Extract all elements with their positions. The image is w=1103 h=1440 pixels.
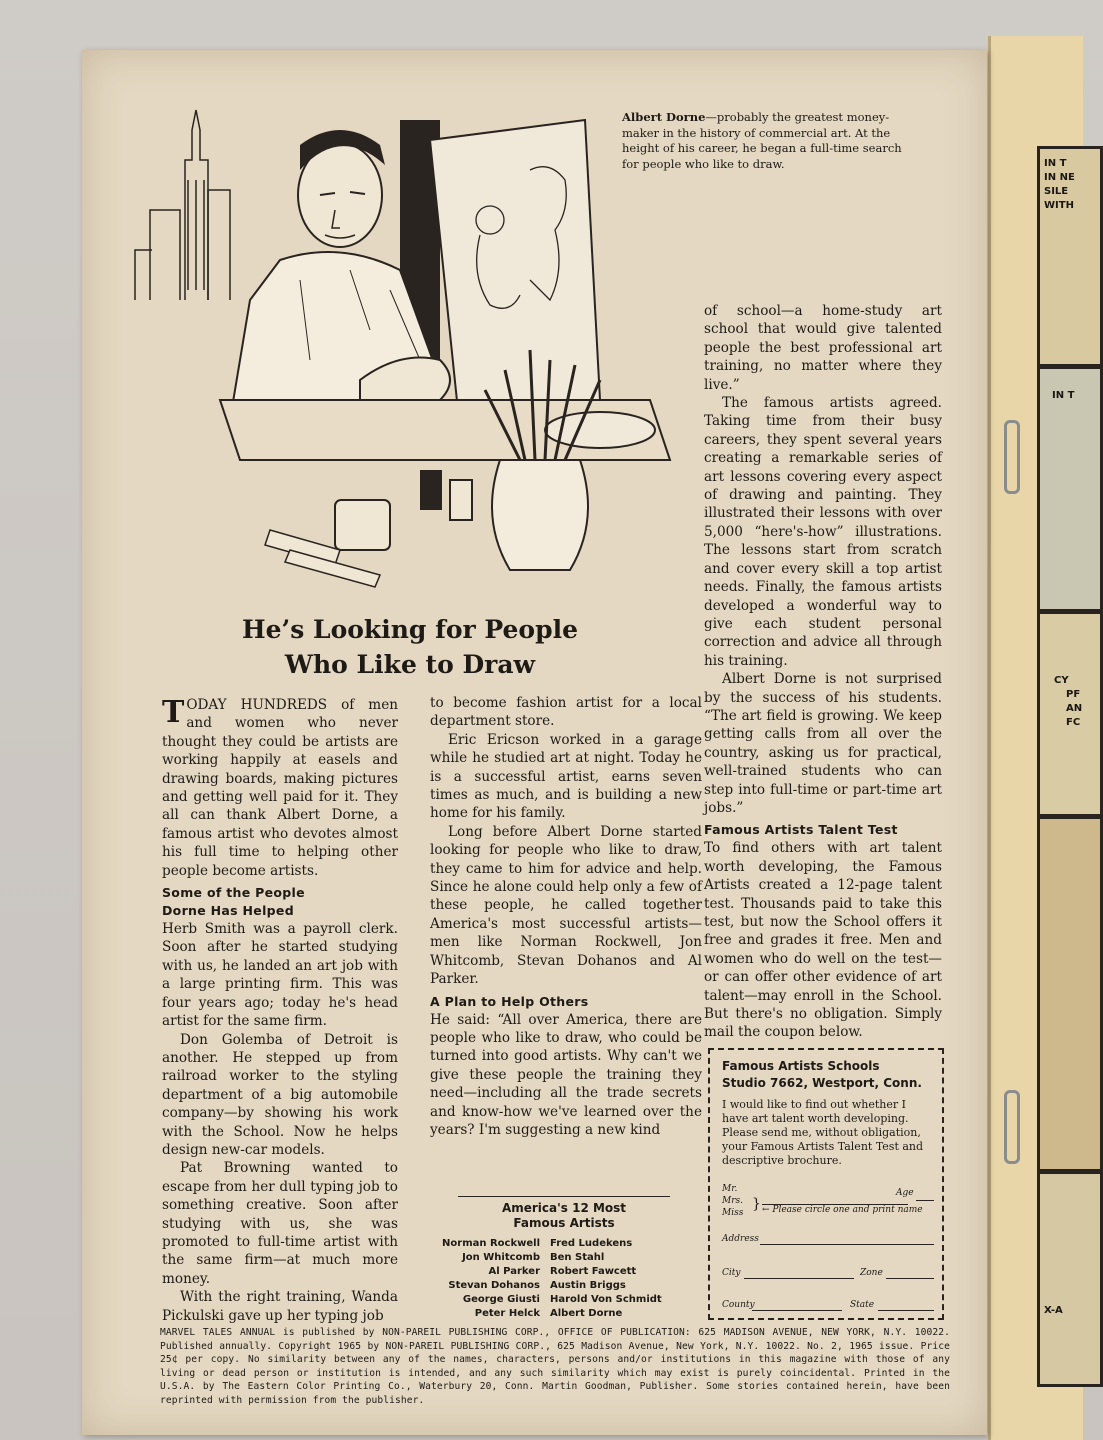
divider: [458, 1196, 670, 1197]
artist-name: Ben Stahl: [550, 1252, 605, 1263]
title-mr[interactable]: Mr.: [722, 1184, 738, 1194]
artist-row: [428, 1307, 700, 1321]
state-label: State: [850, 1300, 875, 1310]
paragraph: to become fashion artist for a local department store.: [430, 695, 702, 730]
artist-name: Robert Fawcett: [550, 1266, 637, 1277]
county-line[interactable]: [752, 1310, 842, 1311]
famous-artists-list: [428, 1196, 700, 1321]
artist-row: [428, 1279, 700, 1293]
artist-row: [428, 1293, 700, 1307]
artist-name: George Giusti: [462, 1294, 540, 1305]
comic-text: SILE: [1044, 186, 1069, 197]
address-line[interactable]: [760, 1244, 934, 1245]
staple: [1004, 420, 1020, 494]
address-label: Address: [722, 1234, 759, 1244]
artists-title-line-2: Famous Artists: [513, 1216, 615, 1230]
coupon-heading-2: Studio 7662, Westport, Conn.: [722, 1076, 922, 1090]
lead-caps: ODAY HUNDREDS: [186, 697, 328, 713]
city-label: City: [722, 1268, 741, 1278]
paragraph: [162, 696, 398, 880]
zone-line[interactable]: [886, 1278, 934, 1279]
caption-text: —probably the greatest money-maker in the history of commercial art. At the height of his career, he began a full-time search for people who like to draw.: [622, 110, 902, 171]
comic-panel: [1037, 1171, 1103, 1387]
mail-in-coupon[interactable]: [708, 1048, 944, 1320]
comic-panel: [1037, 816, 1103, 1172]
paragraph: Herb Smith was a payroll clerk. Soon after he started studying with us, he landed an art job with a large printing firm. This was four years ago; today he's head artist for the same firm.: [162, 921, 398, 1030]
circle-note: ← Please circle one and print name: [762, 1205, 923, 1215]
paragraph: He said: “All over America, there are people who like to draw, who could be turned into good artists. Why can't we give these people the training they need—including all the trade secrets and know-how we've learned over the years? I'm suggesting a new kind: [430, 1011, 702, 1138]
comic-text: WITH: [1044, 200, 1074, 211]
comic-text: IN T: [1052, 390, 1075, 401]
comic-text: AN: [1066, 703, 1083, 714]
zone-label: Zone: [860, 1268, 883, 1278]
publisher-footer: MARVEL TALES ANNUAL is published by NON-PAREIL PUBLISHING CORP., OFFICE OF PUBLICATION: 625 MADISON AVENUE, NEW YORK, N.Y. 10022. Published annually. Copyright 1965 by NON-PAREIL PUBLISHING CORP., 625 Madison Avenue, New York, N.Y. 10022. No. 2, 1965 issue. Price 25¢ per copy. No similarity between any of the names, characters, persons and/or institutions in this magazine with those of any living or dead person or institution is intended, and any such similarity which may exist is purely coincidental. Printed in the U.S.A. by The Eastern Color Printing Co., Waterbury 20, Conn. Martin Goodman, Publisher. Some stories contained herein, have been reprinted with permission from the publisher.: [160, 1327, 950, 1406]
paragraph: of school—a home-study art school that would give talented people the best professional art training, no matter where they live.”: [704, 303, 942, 393]
artist-row: [428, 1265, 700, 1279]
section-heading: Dorne Has Helped: [162, 903, 294, 919]
title-miss[interactable]: Miss: [722, 1208, 744, 1218]
artist-name: Fred Ludekens: [550, 1238, 633, 1249]
section-heading: Some of the People: [162, 885, 305, 901]
age-line[interactable]: [916, 1200, 934, 1201]
comic-text: X-A: [1044, 1305, 1063, 1316]
paragraph-text: of men and women who never thought they could be artists are working happily at easels and drawing boards, making pictures and getting well paid for it. They all can thank Albert Dorne, a famous artist who devotes almost his full time to helping other people become artists.: [162, 697, 398, 879]
title-mrs[interactable]: Mrs.: [722, 1196, 743, 1206]
article-column-2: [430, 694, 702, 1139]
paragraph: With the right training, Wanda Pickulski gave up her typing job: [162, 1289, 398, 1324]
paragraph: Don Golemba of Detroit is another. He stepped up from railroad worker to the styling department of a big automobile company—by showing his work with the School. Now he helps design new-car models.: [162, 1031, 398, 1158]
artist-name: Al Parker: [488, 1266, 540, 1277]
illustration-caption: [622, 110, 912, 172]
caption-name: Albert Dorne: [622, 110, 706, 124]
paragraph: Pat Browning wanted to escape from her dull typing job to something creative. Soon after studying with us, she was promoted to full-time artist with the same firm—at much more money.: [162, 1160, 398, 1287]
paragraph: Long before Albert Dorne started looking for people who like to draw, they came to him for advice and help. Since he alone could help only a few of these people, he called together America's most successful artists—men like Norman Rockwell, Jon Whitcomb, Stevan Dohanos and Al Parker.: [430, 823, 702, 988]
paragraph: The famous artists agreed. Taking time from their busy careers, they spent several years creating a remarkable series of art lessons covering every aspect of drawing and painting. They illustrated their lessons with over 5,000 “here's-how” illustrations. The lessons start from scratch and cover every skill a top artist needs. Finally, the famous artists developed a wonderful way to give each student personal correction and advice all through his training.: [704, 395, 942, 669]
artists-title: [428, 1201, 700, 1231]
comic-text: IN NE: [1044, 172, 1075, 183]
section-heading: Famous Artists Talent Test: [704, 822, 898, 838]
county-label: County: [722, 1300, 755, 1310]
comic-panel: [1037, 611, 1103, 817]
artist-name: Austin Briggs: [550, 1280, 626, 1291]
state-line[interactable]: [878, 1310, 934, 1311]
article-column-3: [704, 302, 942, 1042]
artist-name: Norman Rockwell: [442, 1238, 540, 1249]
artist-name: Peter Helck: [474, 1308, 540, 1319]
comic-text: CY: [1054, 675, 1069, 686]
paragraph: Albert Dorne is not surprised by the success of his students. “The art field is growing. We keep getting calls from all over the country, asking us for practical, well-trained students who can step into full-time or part-time art jobs.”: [704, 671, 942, 816]
article-column-1: [162, 696, 398, 1325]
artist-name: Harold Von Schmidt: [550, 1294, 662, 1305]
headline-line-1: He’s Looking for People: [241, 615, 578, 644]
artist-name: Stevan Dohanos: [448, 1280, 540, 1291]
comic-text: PF: [1066, 689, 1081, 700]
comic-text: FC: [1066, 717, 1081, 728]
comic-panel: [1037, 366, 1103, 612]
artists-title-line-1: America's 12 Most: [501, 1201, 627, 1215]
section-heading: A Plan to Help Others: [430, 993, 589, 1009]
artist-row: [428, 1237, 700, 1251]
facing-comic-page: [988, 36, 1083, 1440]
paragraph: Eric Ericson worked in a garage while he studied art at night. Today he is a successful artist, earns seven times as much, and is building a new home for his family.: [430, 731, 702, 822]
artist-row: [428, 1251, 700, 1265]
age-label: Age: [896, 1188, 914, 1198]
headline: [140, 612, 680, 682]
drop-cap: T: [162, 695, 185, 730]
coupon-heading-1: Famous Artists Schools: [722, 1059, 880, 1073]
artist-name: Jon Whitcomb: [462, 1252, 540, 1263]
city-line[interactable]: [744, 1278, 854, 1279]
comic-panel: [1037, 146, 1103, 367]
headline-line-2: Who Like to Draw: [284, 650, 536, 679]
paragraph: To find others with art talent worth developing, the Famous Artists created a 12-page talent test. Thousands paid to take this test, but now the School offers it free and grades it free. Men and women who do well on the test—or can offer other evidence of art talent—may enroll in the School. But there's no obligation. Simply mail the coupon below.: [704, 840, 942, 1041]
brace-icon: }: [752, 1196, 761, 1212]
albert-dorne-illustration: [130, 100, 690, 590]
artist-name: Albert Dorne: [550, 1308, 623, 1319]
comic-text: IN T: [1044, 158, 1067, 169]
staple: [1004, 1090, 1020, 1164]
coupon-body: I would like to find out whether I have art talent worth developing. Please send me, without obligation, your Famous Artists Talent Test and descriptive brochure.: [722, 1098, 924, 1167]
circle-note-text: Please circle one and print name: [772, 1205, 923, 1215]
